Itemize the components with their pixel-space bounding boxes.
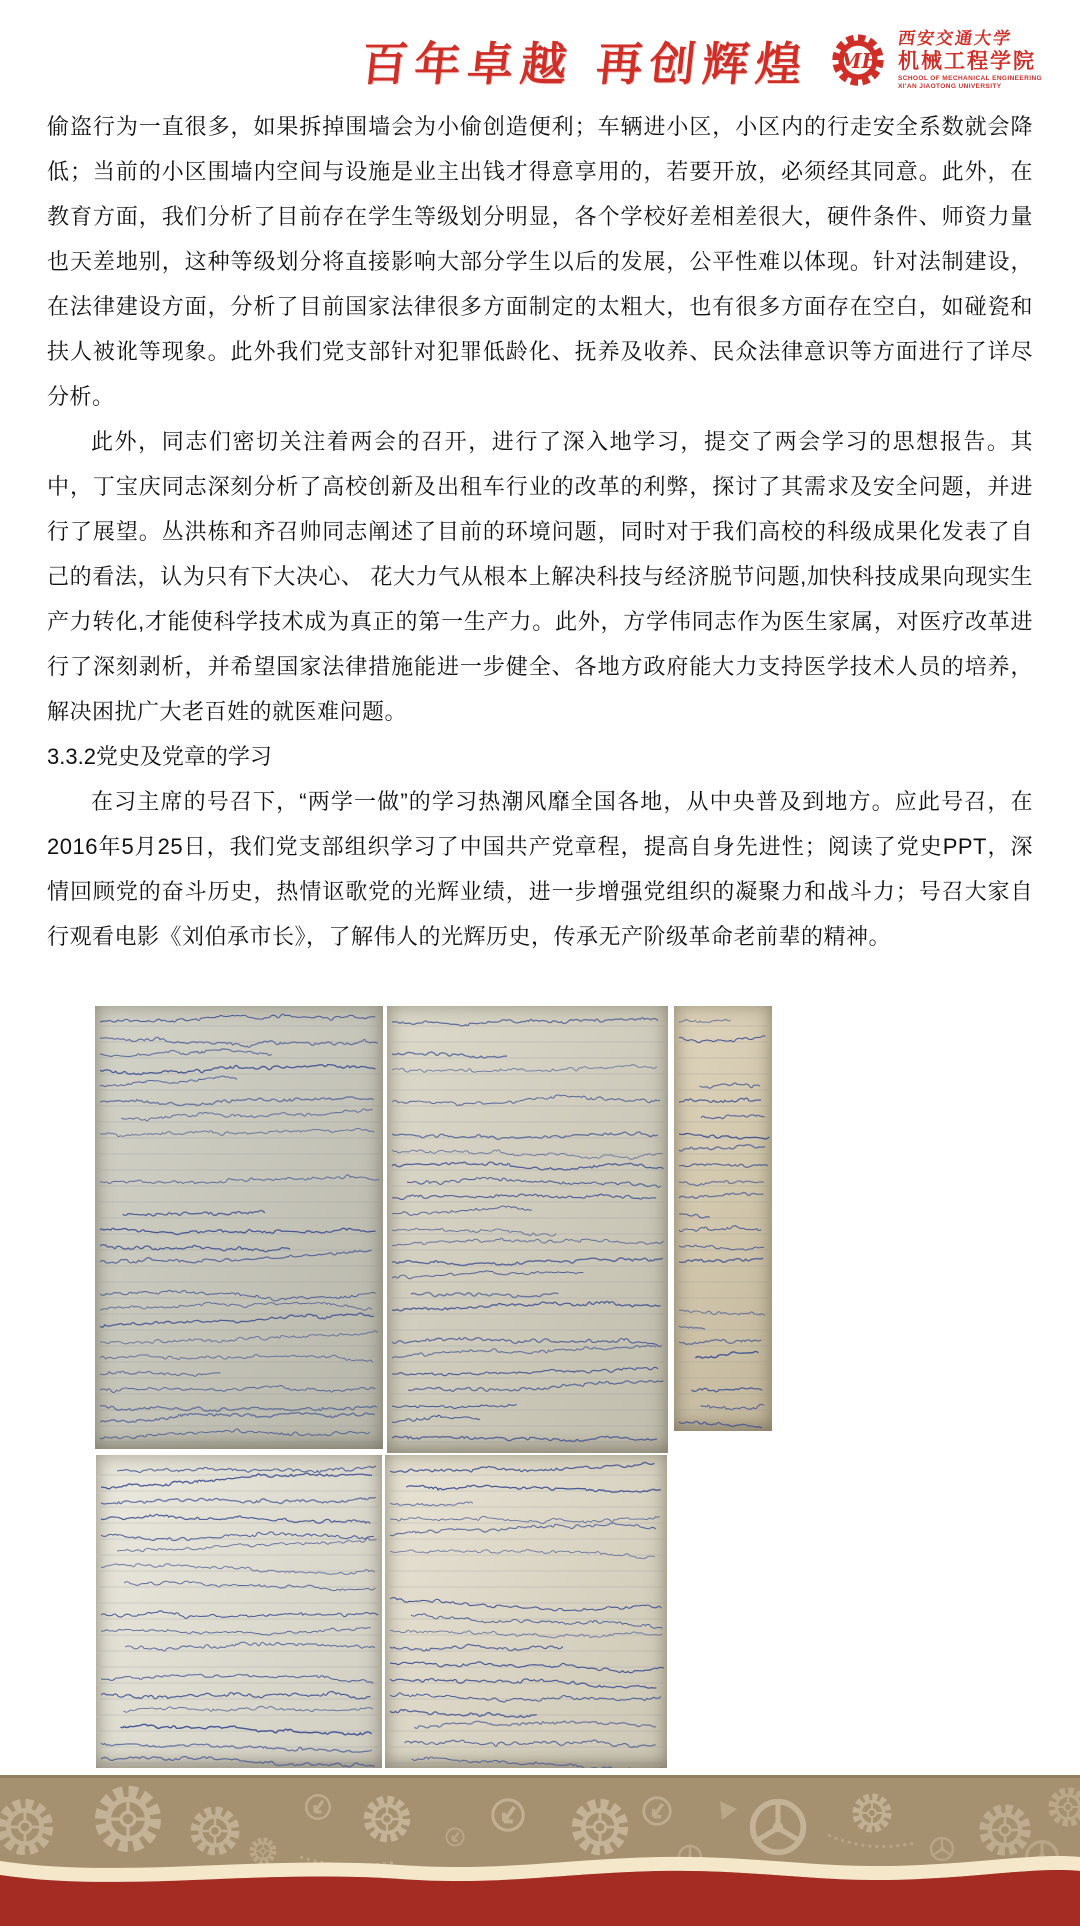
footer-band	[0, 1775, 1080, 1879]
document-body	[47, 104, 1033, 959]
logo-school-name: 机械工程学院	[897, 50, 1036, 73]
logo-monogram: ME	[838, 48, 877, 73]
gear-logo-icon	[827, 28, 889, 94]
paragraph-two-sessions-study: 此外，同志们密切关注着两会的召开，进行了深入地学习，提交了两会学习的思想报告。其中，丁宝庆同志深刻分析了高校创新及出租车行业的改革的利弊，探讨了其需求及安全问题，并进行了展望。丛洪栋和齐召帅同志阐述了目前的环境问题，同时对于我们高校的科级成果化发表了自己的看法，认为只有下大决心、 花大力气从根本上解决科技与经济脱节问题,加快科技成果向现实生产力转化,才能使科学技术成为真正的第一生产力。此外，方学伟同志作为医生家属，对医疗改革进行了深刻剥析，并希望国家法律措施能进一步健全、各地方政府能大力支持医学技术人员的培养，解决困扰广大老百姓的就医难问题。	[47, 429, 1033, 724]
handwritten-notes-photo-2	[387, 1006, 668, 1453]
header-calligraphy-slogan: 百年卓越 再创辉煌	[358, 37, 812, 91]
footer-gears-banner	[0, 1775, 1080, 1926]
logo-university-name: 西安交通大学	[896, 29, 1014, 49]
handwritten-notes-photo-5	[385, 1455, 667, 1768]
page-header	[0, 18, 1080, 104]
paragraph-party-history-study: 在习主席的号召下，“两学一做”的学习热潮风靡全国各地，从中央普及到地方。应此号召，在2016年5月25日，我们党支部组织学习了中国共产党章程，提高自身先进性；阅读了党史PPT，深情回顾党的奋斗历史，热情讴歌党的光辉业绩，进一步增强党组织的凝聚力和战斗力；号召大家自行观看电影《刘伯承市长》，了解伟人的光辉历史，传承无产阶级革命老前辈的精神。	[47, 789, 1033, 949]
handwritten-notes-photo-4	[96, 1455, 382, 1768]
section-heading-3-3-2: 3.3.2党史及党章的学习	[47, 744, 272, 769]
handwritten-notes-photo-3	[674, 1006, 772, 1431]
handwritten-notes-collage	[95, 1006, 785, 1768]
logo-text-block	[898, 31, 1042, 91]
logo-university-name-en: XI'AN JIAOTONG UNIVERSITY	[897, 83, 1002, 90]
decorative-footer	[0, 1775, 1080, 1926]
school-logo	[827, 28, 1042, 94]
paragraph-society-analysis: 偷盗行为一直很多，如果拆掉围墙会为小偷创造便利；车辆进小区，小区内的行走安全系数就会降低；当前的小区围墙内空间与设施是业主出钱才得意享用的，若要开放，必须经其同意。此外，在教育方面，我们分析了目前存在学生等级划分明显，各个学校好差相差很大，硬件条件、师资力量也天差地别，这种等级划分将直接影响大部分学生以后的发展，公平性难以体现。针对法制建设，在法律建设方面，分析了目前国家法律很多方面制定的太粗大，也有很多方面存在空白，如碰瓷和扶人被讹等现象。此外我们党支部针对犯罪低龄化、抚养及收养、民众法律意识等方面进行了详尽分析。	[47, 114, 1033, 409]
logo-school-name-en: SCHOOL OF MECHANICAL ENGINEERING	[897, 75, 1042, 82]
handwritten-notes-photo-1	[95, 1006, 383, 1449]
